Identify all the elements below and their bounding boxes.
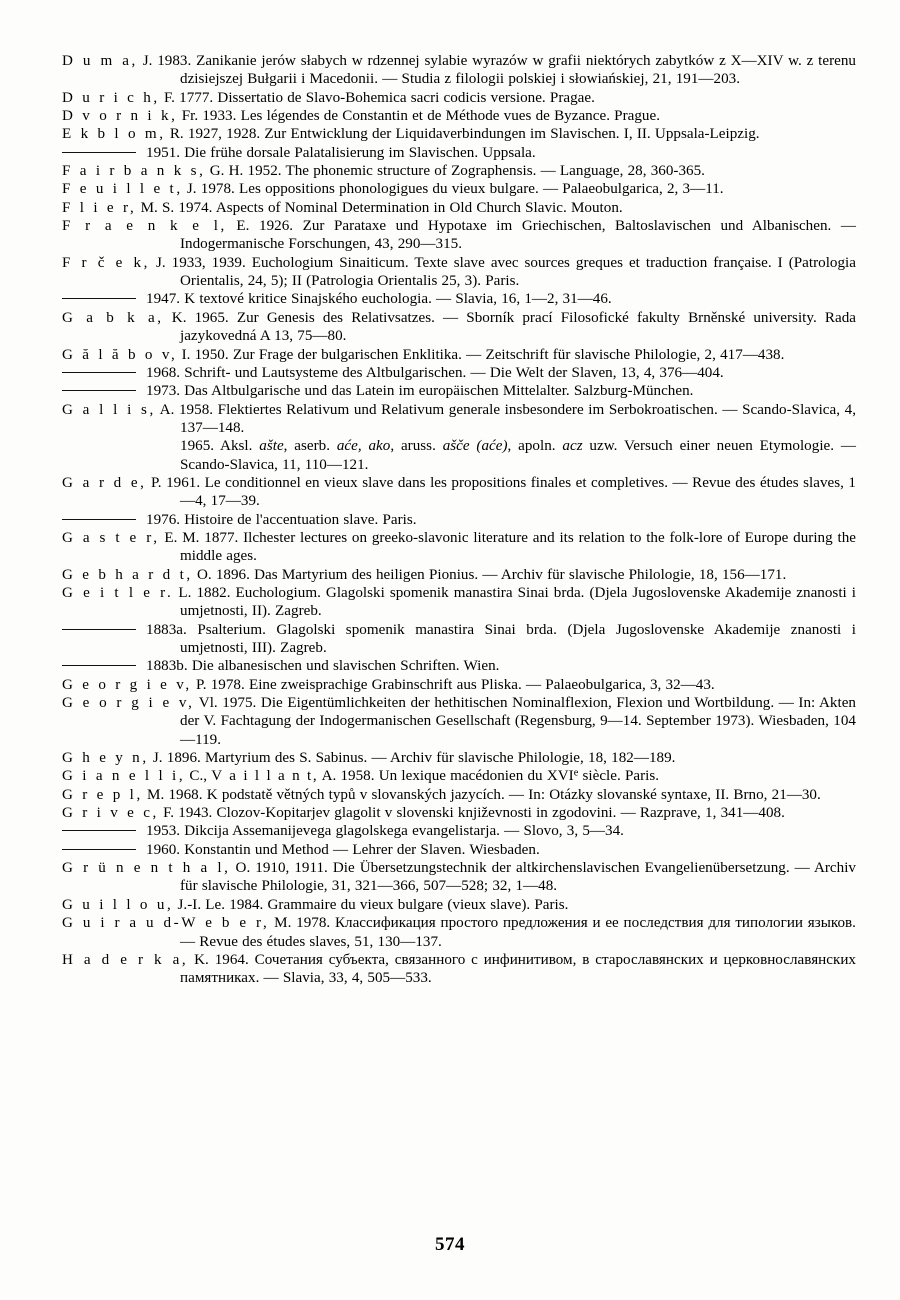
repeated-author-rule [62, 830, 136, 831]
bibliography-entry [62, 841, 856, 859]
author-surname: D v o r n i k, [62, 108, 178, 125]
repeated-author-rule [62, 390, 136, 391]
entry-text: , aruss. [390, 438, 443, 455]
author-surname: D u r i c h, [62, 89, 160, 106]
entry-text: 1947. K textové kritice Sinajského euchologia. — Slavia, 16, 1—2, 31—46. [146, 291, 612, 308]
bibliography-entry [62, 474, 856, 511]
entry-text: 1976. Histoire de l'accentuation slave. Paris. [146, 511, 417, 528]
author-surname: G e o r g i e v, [62, 676, 192, 693]
author-surname: F e u i l l e t, [62, 181, 183, 198]
bibliography-entry [62, 822, 856, 840]
bibliography-entry [62, 199, 856, 217]
cited-form: ašte [259, 438, 284, 455]
author-surname: G a l l i s, [62, 401, 156, 418]
entry-text: L. 1882. Euchologium. Glagolski spomenik manastira Sinai brda. (Djela Jugoslovenske Akademije znanosti i umjetnosti, II). Zagreb. [173, 584, 856, 620]
repeated-author-rule [62, 665, 136, 666]
bibliography-entry [62, 529, 856, 566]
entry-text: uzw. Versuch einer neuen Etymologie. — Scando-Slavica, 11, 110—121. [180, 438, 856, 473]
page-number: 574 [435, 1234, 465, 1255]
entry-text: J. 1896. Martyrium des S. Sabinus. — Archiv für slavische Philologie, 18, 182—189. [148, 750, 676, 767]
bibliography-entry [62, 89, 856, 107]
entry-text: K. 1965. Zur Genesis des Relativsatzes. — Sborník prací Filosofické fakulty Brněnské university. Rada jazykovedná A 13, 75—80. [163, 309, 856, 345]
author-surname: G ă l ă b o v, [62, 346, 178, 363]
entry-text: A. 1958. Un lexique macédonien du XVI [318, 768, 574, 785]
entry-text: J. 1978. Les oppositions phonologigues du vieux bulgare. — Palaeobulgarica, 2, 3—11. [182, 181, 724, 198]
bibliography-entry [62, 52, 856, 89]
repeated-author-rule [62, 849, 136, 850]
bibliography-entry [62, 346, 856, 364]
bibliography-entry [62, 511, 856, 529]
author-surname: G e i t l e r. [62, 584, 174, 601]
entry-text: 1883b. Die albanesischen und slavischen Schriften. Wien. [146, 658, 500, 675]
repeated-author-rule [62, 152, 136, 153]
entry-text: M. 1968. K podstatě větných typů v slovanských jazycích. — In: Otázky slovanské syntaxe, II. Brno, 21—30. [142, 786, 821, 803]
author-surname: G a b k a, [62, 309, 164, 326]
entry-text: E. 1926. Zur Parataxe und Hypotaxe im Griechischen, Baltoslavischen und Albanischen. — Indogermanische Forschungen, 43, 290—315. [180, 218, 856, 253]
entry-text: P. 1961. Le conditionnel en vieux slave dans les propositions finales et completives. — Revue des études slaves, 1—4, 17—39. [146, 474, 856, 510]
entry-text: J. 1933, 1939. Euchologium Sinaiticum. Texte slave avec sources greques et traduction française. I (Patrologia Orientalis, 24, 5); II (Patrologia Orientalis 25, 3). Paris. [149, 254, 856, 290]
bibliography-entry [62, 290, 856, 308]
bibliography-entry [62, 566, 856, 584]
cited-form: ašče (aće) [442, 438, 508, 455]
bibliography-entry [62, 144, 856, 162]
entry-text: E. M. 1877. Ilchester lectures on greeko-slavonic literature and its relation to the folk-lore of Europe during the middle ages. [159, 529, 856, 565]
repeated-author-rule [62, 298, 136, 299]
entry-text: 1965. Aksl. [180, 438, 260, 455]
entry-text: O. 1896. Das Martyrium des heiligen Pionius. — Archiv für slavische Philologie, 18, 156—171. [192, 566, 787, 583]
entry-text: siècle. Paris. [578, 768, 660, 785]
bibliography-entry [62, 162, 856, 180]
entry-text: 1953. Dikcija Assemanijevega glagolskega evangelistarja. — Slovo, 3, 5—34. [146, 823, 624, 840]
entry-text: Fr. 1933. Les légendes de Constantin et de Méthode vues de Byzance. Prague. [177, 108, 661, 125]
bibliography-entry [62, 676, 856, 694]
entry-text: J. 1983. Zanikanie jerów słabych w rdzennej sylabie wyrazów w grafii niektórych zabytków z X—XIV w. z terenu dzisiejszej Bułgarii i Macedonii. — Studia z filologii polskiej i słowiańskiej, 21, 191—203. [137, 53, 857, 88]
bibliography-entry [62, 896, 856, 914]
author-surname: F r a e n k e l, [62, 218, 227, 235]
author-surname: D u m a, [62, 53, 138, 69]
bibliography-entry [62, 107, 856, 125]
entry-text: 1883a. Psalterium. Glagolski spomenik manastira Sinai brda. (Djela Jugoslovenske Akademije znanosti i umjetnosti, III). Zagreb. [146, 621, 856, 656]
entry-text: P. 1978. Eine zweisprachige Grabinschrift aus Pliska. — Palaeobulgarica, 3, 32—43. [191, 676, 715, 693]
bibliography-entry [62, 309, 856, 346]
author-surname: G r ü n e n t h a l, [62, 860, 231, 877]
entry-text: J.-I. Le. 1984. Grammaire du vieux bulgare (vieux slave). Paris. [173, 896, 569, 913]
bibliography-entry [62, 364, 856, 382]
bibliography-entry [62, 951, 856, 988]
coauthor-surname: V a i l l a n t, [211, 768, 319, 785]
entry-text: , apoln. [507, 438, 563, 455]
entry-text: Vl. 1975. Die Eigentümlichkeiten der hethitischen Nominalflexion, Flexion und Wortbildung. — In: Akten der V. Fachtagung der Indogermanischen Gesellschaft (Regensburg, 9—14. September 1973). Wiesbaden, 104—119. [180, 695, 856, 748]
author-surname: G h e y n, [62, 750, 149, 767]
author-surname: G r e p l, [62, 786, 143, 803]
cited-form: acz [562, 438, 583, 455]
entry-text: 1968. Schrift- und Lautsysteme des Altbulgarischen. — Die Welt der Slaven, 13, 4, 376—404. [146, 364, 724, 381]
author-surname: G i a n e l l i, [62, 768, 186, 785]
bibliography-entry [62, 786, 856, 804]
bibliography-entry [62, 125, 856, 143]
entry-text: R. 1927, 1928. Zur Entwicklung der Liquidaverbindungen im Slavischen. I, II. Uppsala-Leipzig. [165, 126, 760, 143]
author-surname: G u i l l o u, [62, 896, 174, 913]
repeated-author-rule [62, 519, 136, 520]
entry-text: F. 1777. Dissertatio de Slavo-Bohemica sacri codicis versione. Pragae. [159, 89, 595, 106]
author-surname: F l i e r, [62, 199, 137, 216]
bibliography-list [62, 52, 856, 988]
entry-text: 1951. Die frühe dorsale Palatalisierung im Slavischen. Uppsala. [146, 144, 536, 161]
bibliography-entry [62, 401, 856, 438]
bibliography-entry [62, 657, 856, 675]
cited-form: aće, ako [336, 438, 391, 455]
bibliography-entry [62, 694, 856, 749]
author-surname: E k b l o m, [62, 126, 166, 143]
entry-text: G. H. 1952. The phonemic structure of Zographensis. — Language, 28, 360-365. [205, 163, 705, 180]
bibliography-entry [62, 804, 856, 822]
bibliography-entry [62, 749, 856, 767]
entry-text: F. 1943. Clozov-Kopitarjev glagolit v slovenski književnosti in zgodovini. — Razprave, 1, 341—408. [158, 805, 785, 822]
bibliography-entry [62, 859, 856, 896]
author-surname: G r i v e c, [62, 805, 159, 822]
author-surname: F r č e k, [62, 254, 150, 271]
bibliography-entry [62, 437, 856, 474]
bibliography-entry [62, 254, 856, 291]
entry-text: A. 1958. Flektiertes Relativum und Relativum generale insbesondere im Serbokroatischen. — Scando-Slavica, 4, 137—148. [155, 401, 856, 436]
author-surname: G e o r g i e v, [62, 695, 195, 712]
bibliography-entry [62, 767, 856, 785]
bibliography-entry [62, 180, 856, 198]
entry-text: M. 1978. Классификация простого предложения и ее последствия для типологии языков. — Revue des études slaves, 51, 130—137. [180, 915, 856, 950]
bibliography-entry [62, 914, 856, 951]
entry-text: O. 1910, 1911. Die Übersetzungstechnik der altkirchenslavischen Evangelienübersetzung. — Archiv für slavische Philologie, 31, 321—366, 507—528; 32, 1—48. [180, 860, 856, 895]
author-surname: H a d e r k a, [62, 951, 189, 968]
bibliography-entry [62, 584, 856, 621]
bibliography-entry [62, 382, 856, 400]
author-surname: G u i r a u d-W e b e r, [62, 915, 270, 932]
entry-text: M. S. 1974. Aspects of Nominal Determination in Old Church Slavic. Mouton. [136, 199, 623, 216]
ordinal-superscript: e [573, 768, 579, 780]
entry-text: I. 1950. Zur Frage der bulgarischen Enklitika. — Zeitschrift für slavische Philologie, 2, 417—438. [177, 346, 785, 363]
entry-text: 1973. Das Altbulgarische und das Latein im europäischen Mittelalter. Salzburg-München. [146, 383, 694, 400]
repeated-author-rule [62, 629, 136, 630]
entry-text: , aserb. [283, 438, 337, 455]
author-surname: G e b h a r d t, [62, 566, 193, 583]
bibliography-entry [62, 621, 856, 658]
author-surname: G a s t e r, [62, 529, 160, 546]
bibliography-entry [62, 217, 856, 254]
repeated-author-rule [62, 372, 136, 373]
author-surname: F a i r b a n k s, [62, 163, 206, 180]
entry-text: C., [185, 768, 212, 785]
entry-text: K. 1964. Сочетания субъекта, связанного с инфинитивом, в старославянских и церковнославянских памятниках. — Slavia, 33, 4, 505—533. [180, 951, 856, 987]
entry-text: 1960. Konstantin und Method — Lehrer der Slaven. Wiesbaden. [146, 841, 540, 858]
author-surname: G a r d e, [62, 474, 147, 491]
